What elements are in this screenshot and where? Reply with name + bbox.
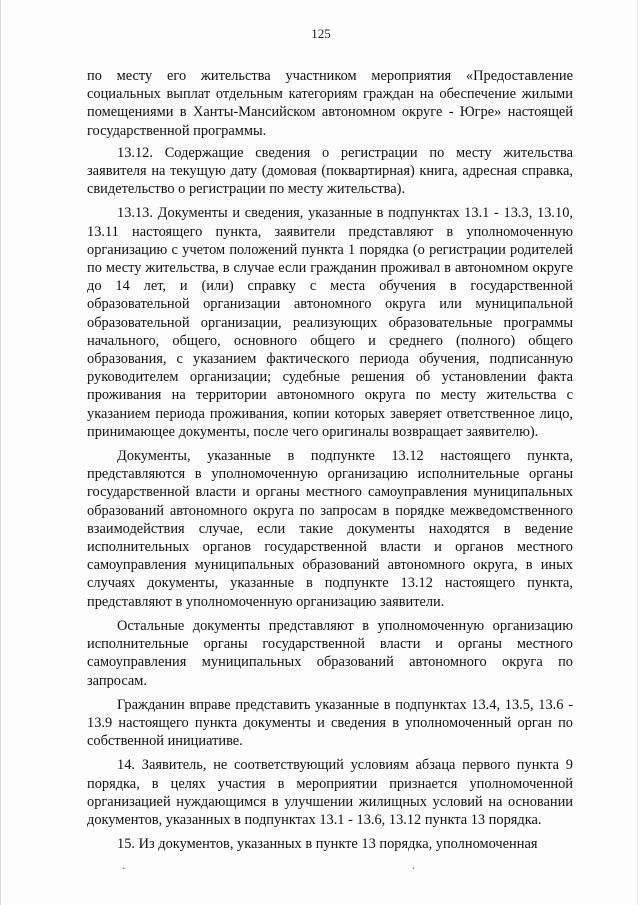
paragraph-citizen-right: Гражданин вправе представить указанные в подпунктах 13.4, 13.5, 13.6 - 13.9 настоящего пункта документы и сведения в уполномоченный орган по собственной инициативе. [87, 696, 573, 750]
document-body [87, 67, 573, 859]
paragraph-15: 15. Из документов, указанных в пункте 13 порядка, уполномоченная [117, 836, 538, 853]
paragraph-documents-13-12: Документы, указанные в подпункте 13.12 настоящего пункта, представляются в уполномоченную организацию исполнительные органы государственной власти и органы местного самоуправления муниципальных образований автономного округа по запросам в порядке межведомственного взаимодействия случае, если такие документы находятся в ведение исполнительных органов государственной власти и органов местного самоуправления муниципальных образований автономного округа, в иных случаях документы, указанные в подпункте 13.12 настоящего пункта, представляют в уполномоченную организацию заявители. [87, 448, 573, 610]
footer-mark-left: . [122, 858, 125, 872]
page-edge-divider [637, 0, 638, 905]
paragraph-continuation: по месту его жительства участником мероприятия «Предоставление социальных выплат отдельным категориям граждан на обеспечение жилыми помещениями в Ханты-Мансийском автономном округе - Югре» настоящей государственной программы. [87, 68, 573, 139]
paragraph-other-documents: Остальные документы представляют в уполномоченную организацию исполнительные органы государственной власти и органы местного самоуправления муниципальных образований автономного округа по запросам. [87, 617, 573, 689]
footer-mark-right: . [412, 858, 415, 872]
paragraph-14: 14. Заявитель, не соответствующий условиям абзаца первого пункта 9 порядка, в целях участия в мероприятии признается уполномоченной организацией нуждающимся в улучшении жилищных условий на основании документов, указанных в подпунктах 13.1 - 13.6, 13.12 пункта 13 порядка. [87, 757, 573, 828]
paragraph-13-13: 13.13. Документы и сведения, указанные в подпунктах 13.1 - 13.3, 13.10, 13.11 настоящего пункта, заявители представляют в уполномоченную организацию с учетом положений пункта 1 порядка (о регистрации родителей по месту жительства, в случае если гражданин проживал в автономном округе до 14 лет, и (или) справку с места обучения в государственной образовательной организации автономного округа или муниципальной образовательной организации, реализующих образовательные программы начального, общего, основного общего и среднего (полного) общего образования, с указанием фактического периода обучения, подписанную руководителем организации; судебные решения об установлении факта проживания на территории автономного округа по месту жительства с указанием периода проживания, копии которых заверяет ответственное лицо, принимающее документы, после чего оригиналы возвращает заявителю). [87, 205, 573, 440]
page-number: 125 [311, 26, 331, 41]
paragraph-13-12: 13.12. Содержащие сведения о регистрации по месту жительства заявителя на текущую дату (домовая (поквартирная) книга, адресная справка, свидетельство о регистрации по месту жительства). [87, 144, 573, 198]
